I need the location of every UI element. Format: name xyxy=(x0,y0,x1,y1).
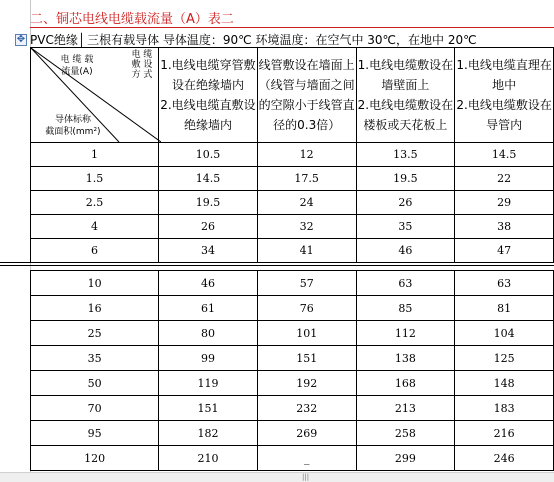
title-underline xyxy=(30,27,554,28)
table-cell: 85 xyxy=(356,296,455,321)
table-cell: 10 xyxy=(31,271,159,296)
table-row xyxy=(31,371,554,396)
table-cell: 1.5 xyxy=(31,167,159,191)
table-cell: 76 xyxy=(257,296,356,321)
corner-label-area: 导体标称 截面积(mm²) xyxy=(45,115,101,137)
table-cell: 81 xyxy=(455,296,554,321)
table-cell: 299 xyxy=(356,446,455,471)
table-cell: 119 xyxy=(159,371,258,396)
page-break-line xyxy=(0,262,554,263)
table-row xyxy=(31,321,554,346)
table-cell: 19.5 xyxy=(159,191,258,215)
table-cell: 70 xyxy=(31,396,159,421)
table-row xyxy=(31,446,554,471)
table-cell: 12 xyxy=(257,143,356,167)
table-cell: 17.5 xyxy=(257,167,356,191)
table-cell: 50 xyxy=(31,371,159,396)
table-cell: 19.5 xyxy=(356,167,455,191)
table-cell: 63 xyxy=(455,271,554,296)
table-cell: 35 xyxy=(31,346,159,371)
table-row xyxy=(31,421,554,446)
table-move-handle-icon[interactable]: ✥ xyxy=(16,34,26,45)
corner-label-load: 电 缆 载 流量(A) xyxy=(60,55,94,77)
table-cell: 14.5 xyxy=(455,143,554,167)
subtitle-lead: PVC绝缘 xyxy=(30,33,78,47)
table-cell: _ xyxy=(257,446,356,471)
method-header-4: 1.电线电缆直理在地中 2.电线电缆敷设在导管内 xyxy=(455,48,554,143)
table-cell: 63 xyxy=(356,271,455,296)
table-row xyxy=(31,191,554,215)
table-cell: 183 xyxy=(455,396,554,421)
table-row xyxy=(31,346,554,371)
table-cell: 80 xyxy=(159,321,258,346)
table-row xyxy=(31,215,554,239)
header-row xyxy=(31,48,554,143)
table-row xyxy=(31,239,554,263)
table-cell: 38 xyxy=(455,215,554,239)
subtitle-rest: 导体温度：90℃ 环境温度：在空气中 30℃，在地中 20℃ xyxy=(162,33,477,47)
table-cell: 13.5 xyxy=(356,143,455,167)
table-cell: 104 xyxy=(455,321,554,346)
table-cell: 112 xyxy=(356,321,455,346)
table-cell: 41 xyxy=(257,239,356,263)
table-cell: 125 xyxy=(455,346,554,371)
table-cell: 138 xyxy=(356,346,455,371)
method-header-1: 1.电线电缆穿管敷设在绝缘墙内 2.电线电缆直敷设绝缘墙内 xyxy=(159,48,258,143)
table-subtitle: PVC绝缘│ 三根有载导体 导体温度：90℃ 环境温度：在空气中 30℃，在地中 20℃ xyxy=(30,33,477,47)
table-cell: 101 xyxy=(257,321,356,346)
table-cell: 192 xyxy=(257,371,356,396)
table-cell: 46 xyxy=(159,271,258,296)
method-header-3: 1.电线电缆敷设在墙壁面上 2.电线电缆敷设在楼板或天花板上 xyxy=(356,48,455,143)
document-title: 二、铜芯电线电缆载流量（A）表二 xyxy=(30,12,234,27)
table-cell: 14.5 xyxy=(159,167,258,191)
table-row xyxy=(31,296,554,321)
table-cell: 120 xyxy=(31,446,159,471)
table-cell: 32 xyxy=(257,215,356,239)
table-row xyxy=(31,143,554,167)
table-cell: 269 xyxy=(257,421,356,446)
table-cell: 47 xyxy=(455,239,554,263)
table-cell: 4 xyxy=(31,215,159,239)
scrollbar-grip-icon[interactable]: ||| xyxy=(302,473,310,481)
table-cell: 6 xyxy=(31,239,159,263)
header-corner-cell xyxy=(31,48,159,143)
table-cell: 34 xyxy=(159,239,258,263)
table-cell: 1 xyxy=(31,143,159,167)
table-cell: 182 xyxy=(159,421,258,446)
page-break-line xyxy=(0,265,554,266)
table-cell: 25 xyxy=(31,321,159,346)
cable-capacity-table-top xyxy=(30,47,554,263)
corner-label-method: 电 缆 敷 设 方 式 xyxy=(131,50,153,80)
table-cell: 22 xyxy=(455,167,554,191)
method-header-2: 线管敷设在墙面上（线管与墙面之间的空隙小于线管直径的0.3倍） xyxy=(257,48,356,143)
table-cell: 213 xyxy=(356,396,455,421)
table-cell: 258 xyxy=(356,421,455,446)
table-cell: 26 xyxy=(356,191,455,215)
table-row xyxy=(31,271,554,296)
table-cell: 29 xyxy=(455,191,554,215)
table-cell: 246 xyxy=(455,446,554,471)
table-cell: 216 xyxy=(455,421,554,446)
table-cell: 35 xyxy=(356,215,455,239)
table-cell: 16 xyxy=(31,296,159,321)
table-cell: 26 xyxy=(159,215,258,239)
table-cell: 46 xyxy=(356,239,455,263)
table-cell: 57 xyxy=(257,271,356,296)
table-cell: 232 xyxy=(257,396,356,421)
table-cell: 151 xyxy=(159,396,258,421)
table-cell: 148 xyxy=(455,371,554,396)
table-row xyxy=(31,396,554,421)
table-cell: 99 xyxy=(159,346,258,371)
table-cell: 10.5 xyxy=(159,143,258,167)
table-cell: 151 xyxy=(257,346,356,371)
subtitle-mid: 三根有载导体 xyxy=(87,33,160,47)
table-cell: 210 xyxy=(159,446,258,471)
table-cell: 168 xyxy=(356,371,455,396)
table-cell: 2.5 xyxy=(31,191,159,215)
table-row xyxy=(31,167,554,191)
cable-capacity-table-bottom xyxy=(30,270,554,471)
table-cell: 24 xyxy=(257,191,356,215)
table-cell: 95 xyxy=(31,421,159,446)
table-cell: 61 xyxy=(159,296,258,321)
